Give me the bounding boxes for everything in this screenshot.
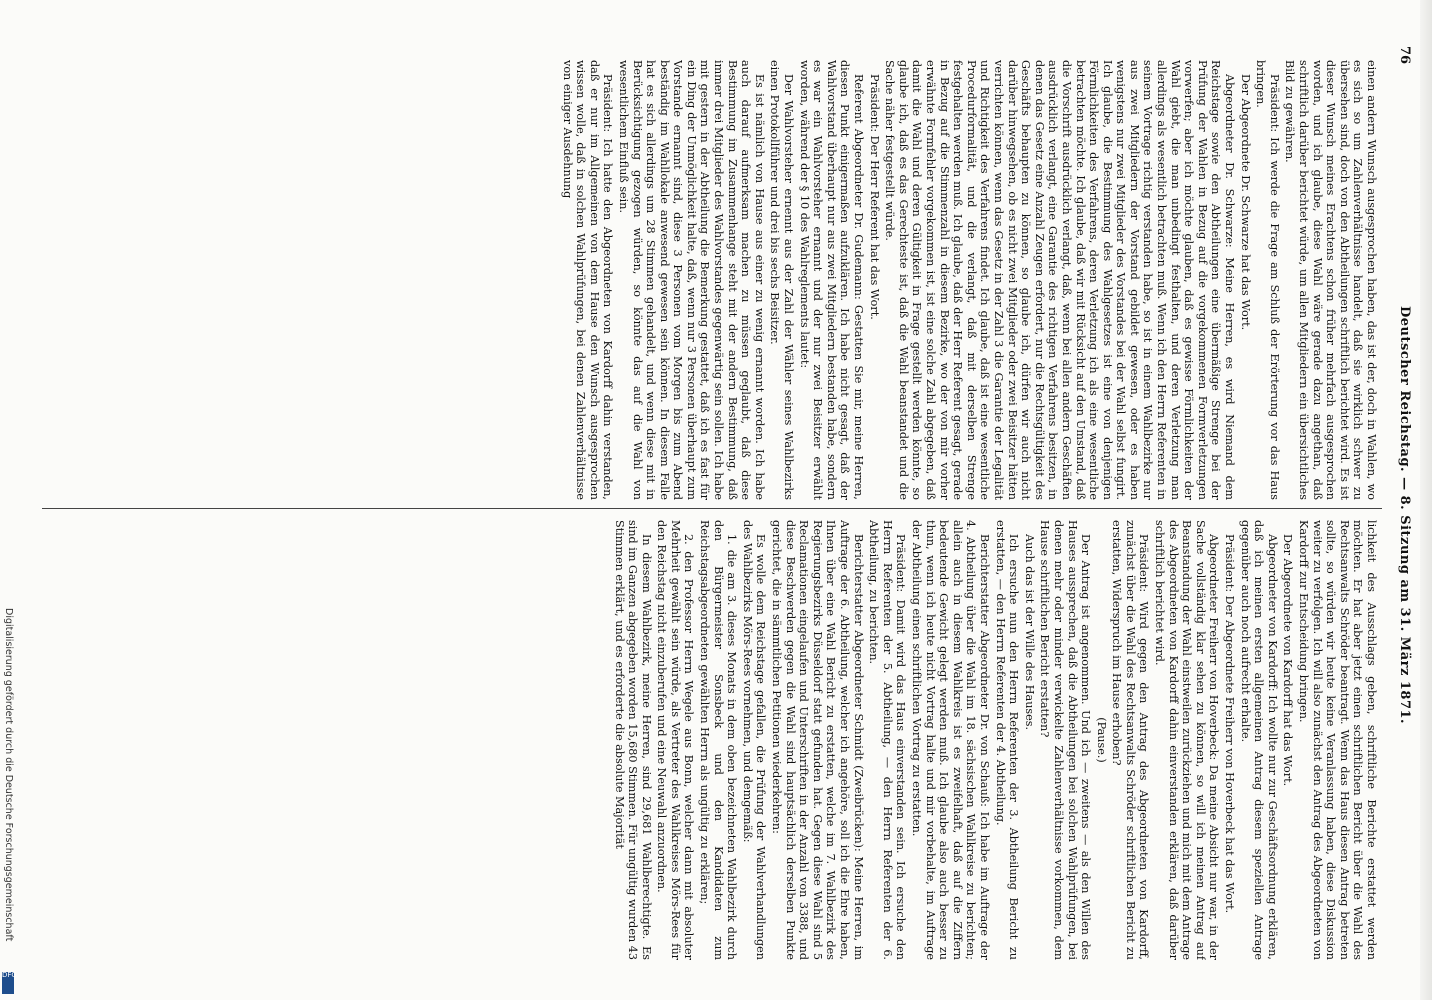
running-title: Deutscher Reichstag. — 8. Sitzung am 31. März 1871. [1397,306,1412,725]
paragraph: Präsident: Der Abgeordnete Freiherr von Hoverbeck hat das Wort. [1223,534,1237,914]
scan-edge-shadow [1420,0,1432,1000]
paragraph: In diesem Wahlbezirk, meine Herren, sind 29,681 Wahlberechtigte. Es sind im Ganzen abgegeben worden 15,680 Stimmen. Für ungültig wurden 43 Stimmen erklärt, und es erforderte die absolute Majorität [612,520,653,960]
paragraph: Abgeordneter Dr. Schwarze: Meine Herren, es wird Niemand dem Reichstage sowie den Abtheilungen eine übermäßige Strenge bei der Prüfung der Wahlen in Bezug auf die vorgekommenen Formverletzungen vorwerfen; aber ich möchte glauben, daß es gewisse Förmlichkeiten der Wahl giebt, die man unbedingt festhalten, und deren Verletzung man allerdings als wesentlich betrachten muß. Wenn ich den Herrn Referenten in seinem Vortrage richtig verstanden habe, so ist in einem Wahlbezirke nur aus zwei Mitgliedern der Vorstand gebildet gewesen, oder es haben wenigstens nur zwei Mitglieder des Vorstandes bei der Wahl selbst fungirt. Ich glaube, die Bestimmung des Wahlgesetzes ist eine von denjenigen Förmlichkeiten des Verfahrens, deren Verletzung ich als eine wesentliche betrachten möchte. Ich glaube, daß wir mit Rücksicht auf den Umstand, daß die Vorschrift ausdrücklich verlangt, daß, wenn bei allen andern Geschäften ausdrücklich verlangt, eine Garantie des richtigen Verfahrens besitzen, in denen das Gesetz eine Anzahl Zeugen erfordert, nur die Rechtsgültigkeit des Geschäfts behaupten zu können, so glaube ich, dürfen wir auch nicht darüber hinwegsehen, ob es nicht zwei Mitglieder oder zwei Beisitzer hätten verrichten können, wenn das Gesetz in der Zahl 3 die Garantie der Legalität und Richtigkeit des Verfahrens findet. Ich glaube, daß ist eine wesentliche Procedurformalität, und die verlangt, daß mit derselben Strenge festgehalten werden muß. Ich glaube, daß der Herr Referent gesagt, gerade in Bezug auf die Stimmenzahl in diesem Bezirke, wo der von mir vorher erwähnte Formfehler vorgekommen ist, ist eine solche Zahl abgegeben, daß damit die Wahl und deren Gültigkeit in Frage gestellt werden könnte, so glaube ich, daß es das Gerechteste ist, daß die Wahl beanstandet und die Sache näher festgestellt würde. [883,60,1237,500]
paragraph: lichkeit des Ausschlags geben, schriftliche Berichte erstattet werden möchten. Er hat aber jetzt einen schriftlichen Bericht über die Wahl des Rechtsanwalts Schröder beantragt. Wenn das Haus diesen Antrag betreten sollte, so würden wir heute keine Veranlassung haben, diese Diskussion weiter zu verfolgen. Ich will also zunächst den Antrag des Abgeordneten von Kardorff zur Entscheidung bringen. [1297,520,1378,960]
page-header [1388,46,1412,946]
paragraph: Auch das ist der Wille des Hauses. [1022,534,1036,731]
paragraph: Abgeordneter von Kardorff: Ich wollte nur zur Geschäftsordnung erklären, daß ich meinen ersten allgemeinen Antrag diesem speziellen Antrage gegenüber auch noch aufrecht erhalte. [1238,520,1279,960]
paragraph: Präsident: Wird gegen den Antrag des Abgeordneten von Kardorff, zunächst über die Wahl des Rechtsanwalts Schröder schriftlichen Bericht zu erstatten, Widerspruch im Hause erhoben? [1110,520,1151,960]
paragraph: Präsident: Ich hatte den Abgeordneten von Kardorff dahin verstanden, daß er nur im Allgemeinen von dem Hause den Wunsch ausgesprochen wissen wolle, daß in solchen Wahlprüfungen, bei denen Zahlenverhältnisse von einiger Ausdehnung [560,60,615,500]
digitization-notice-text: Digitalisierung gefördert durch die Deutsche Forschungsgemeinschaft [3,608,14,942]
paragraph: Präsident: Ich werde die Frage am Schluß der Erörterung vor das Haus bringen. [1254,60,1281,500]
digitization-notice [0,608,16,992]
paragraph: Berichterstatter Abgeordneter Dr. von Schauß: Ich habe im Auftrage der 4. Abtheilung über die Wahl im 18. sächsischen Wahlkreise zu berichten; allein auch in diesem Wahlkreis ist es zweifelhaft, daß auf die Ziffern bedeutende Gewicht gelegt werden muß. Ich glaube also auch besser zu thun, wenn ich heute nicht Vortrag halte und mir vorbehalte, im Auftrage der Abtheilung einen schriftlichen Vortrag zu erstatten. [910,520,991,960]
petition-text: Es wolle dem Reichstage gefallen, die Prüfung der Wahlverhandlungen des Wahlbezirks Mörs-Rees vornehmen, und demgemäß: [740,520,768,960]
right-column [58,520,1378,960]
paragraph: Es ist nämlich von Hause aus einer zu wenig ernannt worden. Ich habe auch darauf aufmerksam machen zu müssen geglaubt, daß diese Bestimmung im Zusammenhange steht mit der andern Bestimmung, daß immer drei Mitglieder des Wahlvorstandes gegenwärtig sein sollen. Ich habe mit gestern in der Abtheilung die Bemerkung gestattet, daß ich es fast für ein Ding der Unmöglichkeit halte, daß, wenn nur 3 Personen überhaupt zum Vorstande ernannt sind, diese 3 Personen vom Morgen bis zum Abend beständig im Wahllokale anwesend gewesen sein können. In diesem Falle hat es sich allerdings um 28 Stimmen gehandelt, und wenn diese mit in Berücksichtigung gezogen würden, so könnte das auf die Wahl von wesentlichem Einfluß sein. [616,60,766,500]
paragraph: Präsident: Damit wird das Haus einverstanden sein. Ich ersuche den Herrn Referenten der 5. Abtheilung, — den Herrn Referenten der 6. Abtheilung, zu berichten. [867,520,908,960]
paragraph: Der Abgeordnete Dr. Schwarze hat das Wort. [1238,74,1252,331]
paragraph: Berichterstatter Abgeordneter Schmidt (Zweibrücken): Meine Herren, im Auftrage der 6. Abtheilung, welcher ich angehöre, soll ich die Ehre haben, Ihnen über eine Wahl Bericht zu erstatten, welche im 7. Wahlbezirk des Regierungsbezirks Düsseldorf statt gefunden hat. Gegen diese Wahl sind 5 Reclamationen eingelaufen und Unterschriften in der Anzahl von 3388, und diese Beschwerden gegen die Wahl sind hauptsächlich derselben Punkte gerichtet, die in sämmtlichen Petitionen wiederkehren: [770,520,865,960]
paragraph: Referent Abgeordneter Dr. Gudemann: Gestatten Sie mir, meine Herren, diesen Punkt einigermaßen aufzuklären. Ich habe nicht gesagt, daß der Wahlvorstand überhaupt nur aus zwei Mitgliedern bestanden habe, sondern es war ein Wahlvorsteher ernannt und der nur zwei Beisitzer erwählt worden, während der § 10 des Wahlreglements lautet: [797,60,866,500]
column-divider [42,508,1382,509]
dfg-logo-icon: DFG [2,972,14,994]
paragraph: einen andern Wunsch ausgesprochen haben, das ist der, doch in Wahlen, wo es sich so um Zahlenverhältnisse handelt, daß sie wirklich schwer zu übersehen sind, doch von den Abtheilungen schriftlich berichtet wird. Es ist dieser Wunsch meines Erachtens schon früher mehrfach ausgesprochen worden, und ich glaube, diese Wahl wäre gerade dazu angethan, daß schriftlich darüber berichtet würde, um allen Mitgliedern ein übersichtliches Bild zu gewähren. [1283,60,1378,500]
paragraph: Ich ersuche nun den Herrn Referenten der 3. Abtheilung Bericht zu erstatten, — den Herrn Referenten der 4. Abtheilung. [993,520,1021,960]
pause-note: (Pause.) [1094,717,1108,763]
paragraph: Der Antrag ist angenommen. Und ich — zweitens — als den Willen des Hauses aussprechen, daß die Abtheilungen bei solchen Wahlprüfungen, bei denen mehr oder minder verwickelte Zahlenverhältnisse vorkommen, dem Hause schriftlichen Bericht erstatten? [1038,520,1093,960]
quoted-regulation: Der Wahlvorsteher ernennt aus der Zahl der Wähler seines Wahlbezirks einen Protokollführer und drei bis sechs Beisitzer. [768,60,796,500]
paragraph: Abgeordneter Freiherr von Hoverbeck: Da meine Absicht nur war, in der Sache vollständig klar sehen zu können, so will ich meinen Antrag auf Beanstandung der Wahl einstweilen zurückziehen und mich mit dem Antrage des Abgeordneten von Kardorff dahin einverstanden erklären, daß darüber schriftlich berichtet wird. [1153,520,1221,960]
left-column [58,60,1378,500]
petition-item: 2. den Professor Herrn Wegele aus Bonn, welcher dann mit absoluter Mehrheit gewählt sein würde, als Vertreter des Wahlkreises Mörs-Rees für den Reichstag nicht einzuberufen und eine Neuwahl anzuordnen. [655,520,696,960]
page-number: 76 [1397,46,1412,65]
petition-item: 1. die am 3. dieses Monats in dem oben bezeichneten Wahlbezirk durch den Bürgermeister Sonsbeck und den Kandidaten zum Reichstagsabgeordneten gewählten Herrn als ungültig zu erklären; [698,520,739,960]
paragraph: Präsident: Der Herr Referent hat das Wort. [867,74,881,320]
paragraph: Der Abgeordnete von Kardorff hat das Wort. [1281,534,1295,787]
